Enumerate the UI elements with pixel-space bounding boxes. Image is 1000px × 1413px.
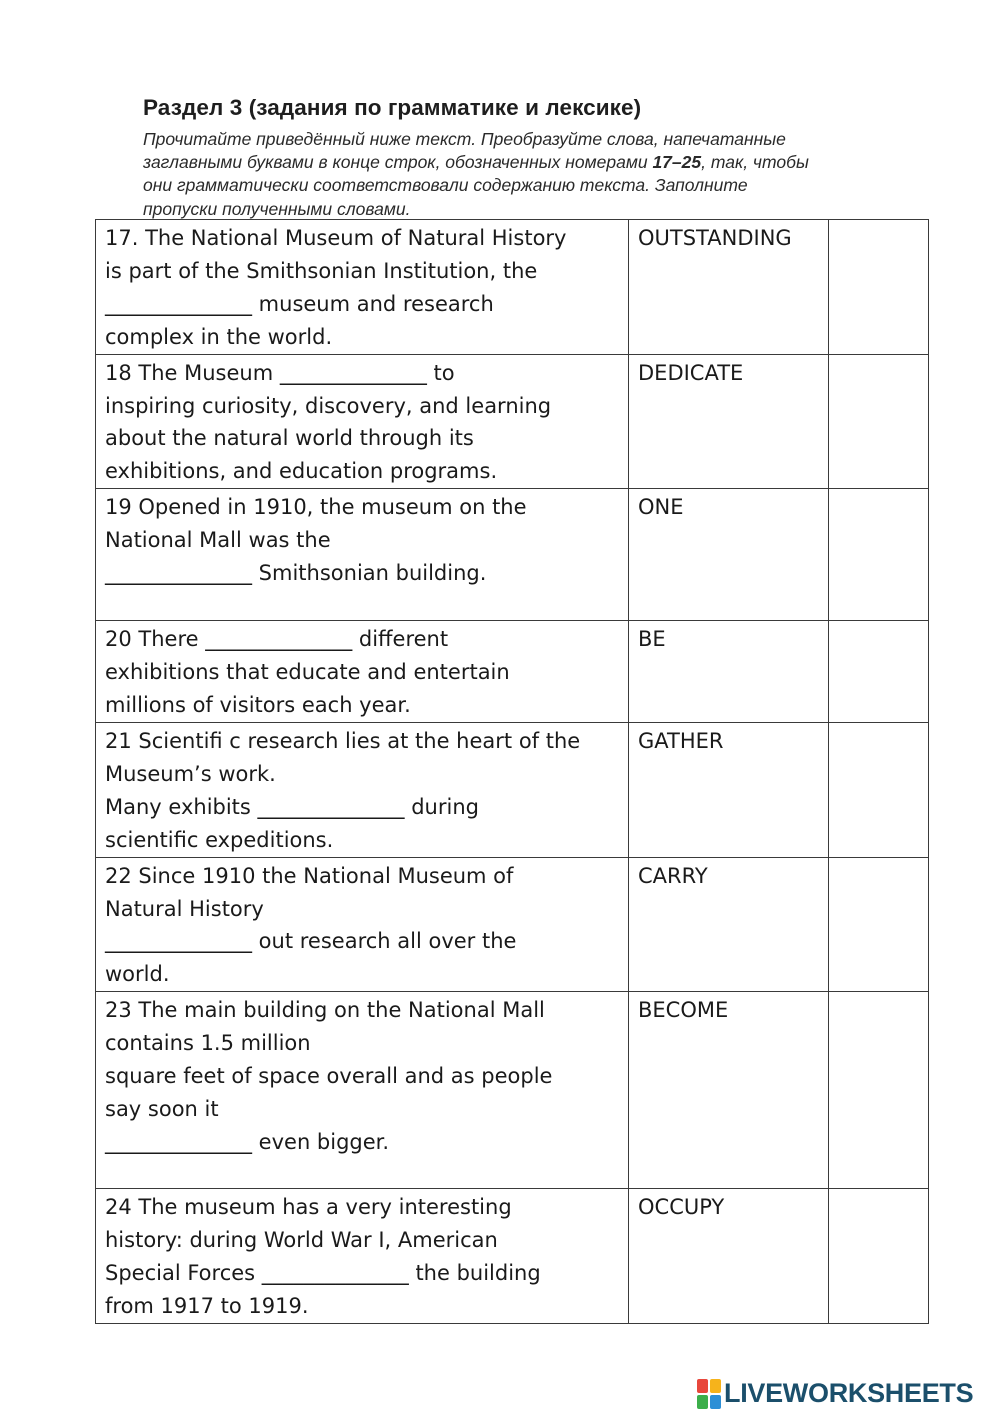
sentence-line: contains 1.5 million [105,1031,311,1056]
instruction-text: заглавными буквами в конце строк, обозначенных номерами [143,152,653,173]
logo-square-i [710,1379,721,1393]
base-word: OCCUPY [629,1189,829,1324]
sentence-line: complex in the world. [105,324,333,349]
sentence-line: ______________ out research all over the [105,929,517,954]
table-row [96,722,929,857]
answer-cell[interactable] [829,722,929,857]
sentence-line: is part of the Smithsonian Institution, the [105,258,538,283]
task-sentence [96,354,629,489]
base-word: BE [629,621,829,723]
sentence-line: ______________ even bigger. [105,1129,390,1154]
answer-cell[interactable] [829,992,929,1189]
logo-square-v [697,1395,708,1409]
sentence-line: 23 The main building on the National Mall [105,998,545,1023]
sentence-line: exhibitions that educate and entertain [105,660,510,685]
instruction-line: пропуски полученными словами. [143,198,411,219]
table-row [96,857,929,992]
task-range: 17–25 [652,152,702,173]
logo-mark-icon [697,1379,721,1409]
sentence-line: 20 There ______________ different [105,627,449,652]
task-sentence [96,621,629,723]
sentence-line: scientific expeditions. [105,827,334,852]
task-sentence [96,992,629,1189]
answer-cell[interactable] [829,621,929,723]
sentence-line: say soon it [105,1096,219,1121]
sentence-line: National Mall was the [105,528,331,553]
base-word: CARRY [629,857,829,992]
sentence-line: history: during World War I, American [105,1228,498,1253]
answer-cell[interactable] [829,489,929,621]
instruction-text: , так, чтобы [701,152,809,173]
task-sentence [96,489,629,621]
logo-square-e [710,1395,721,1409]
base-word: BECOME [629,992,829,1189]
task-sentence [96,857,629,992]
sentence-line: 19 Opened in 1910, the museum on the [105,495,527,520]
sentence-line: about the natural world through its [105,426,474,451]
sentence-line: square feet of space overall and as people [105,1064,553,1089]
answer-cell[interactable] [829,220,929,355]
sentence-line: millions of visitors each year. [105,693,411,718]
table-row [96,1189,929,1324]
logo-square-l [697,1379,708,1393]
answer-cell[interactable] [829,1189,929,1324]
section-title: Раздел 3 (задания по грамматике и лексике) [143,95,642,120]
base-word: DEDICATE [629,354,829,489]
liveworksheets-logo [697,1378,973,1409]
table-row [96,220,929,355]
instructions [143,128,943,221]
table-row [96,489,929,621]
sentence-line: 22 Since 1910 the National Museum of [105,863,514,888]
sentence-line: from 1917 to 1919. [105,1293,309,1318]
base-word: ONE [629,489,829,621]
sentence-line: 17. The National Museum of Natural History [105,226,567,250]
task-sentence [96,722,629,857]
instruction-line [143,151,943,174]
sentence-line: 18 The Museum ______________ to [105,360,455,385]
task-sentence [96,1189,629,1324]
tasks-table [95,219,929,1324]
answer-cell[interactable] [829,857,929,992]
base-word: OUTSTANDING [629,220,829,355]
sentence-line: 24 The museum has a very interesting [105,1195,512,1220]
instruction-line: Прочитайте приведённый ниже текст. Преобразуйте слова, напечатанные [143,129,786,149]
base-word: GATHER [629,722,829,857]
sentence-line: inspiring curiosity, discovery, and learning [105,393,552,418]
sentence-line: world. [105,962,170,987]
table-row [96,354,929,489]
sentence-line: exhibitions, and education programs. [105,459,498,484]
sentence-line: ______________ Smithsonian building. [105,561,487,586]
answer-cell[interactable] [829,354,929,489]
sentence-line: Many exhibits ______________ during [105,794,479,819]
sentence-line: 21 Scientifi c research lies at the heart of the [105,728,581,753]
sentence-line: Special Forces ______________ the building [105,1261,541,1286]
table-row [96,992,929,1189]
task-sentence [96,220,629,355]
table-row [96,621,929,723]
sentence-line: ______________ museum and research [105,291,494,316]
sentence-line: Natural History [105,896,264,921]
instruction-line: они грамматически соответствовали содержанию текста. Заполните [143,175,748,196]
sentence-line: Museum’s work. [105,761,276,786]
logo-text: LIVEWORKSHEETS [724,1378,974,1408]
